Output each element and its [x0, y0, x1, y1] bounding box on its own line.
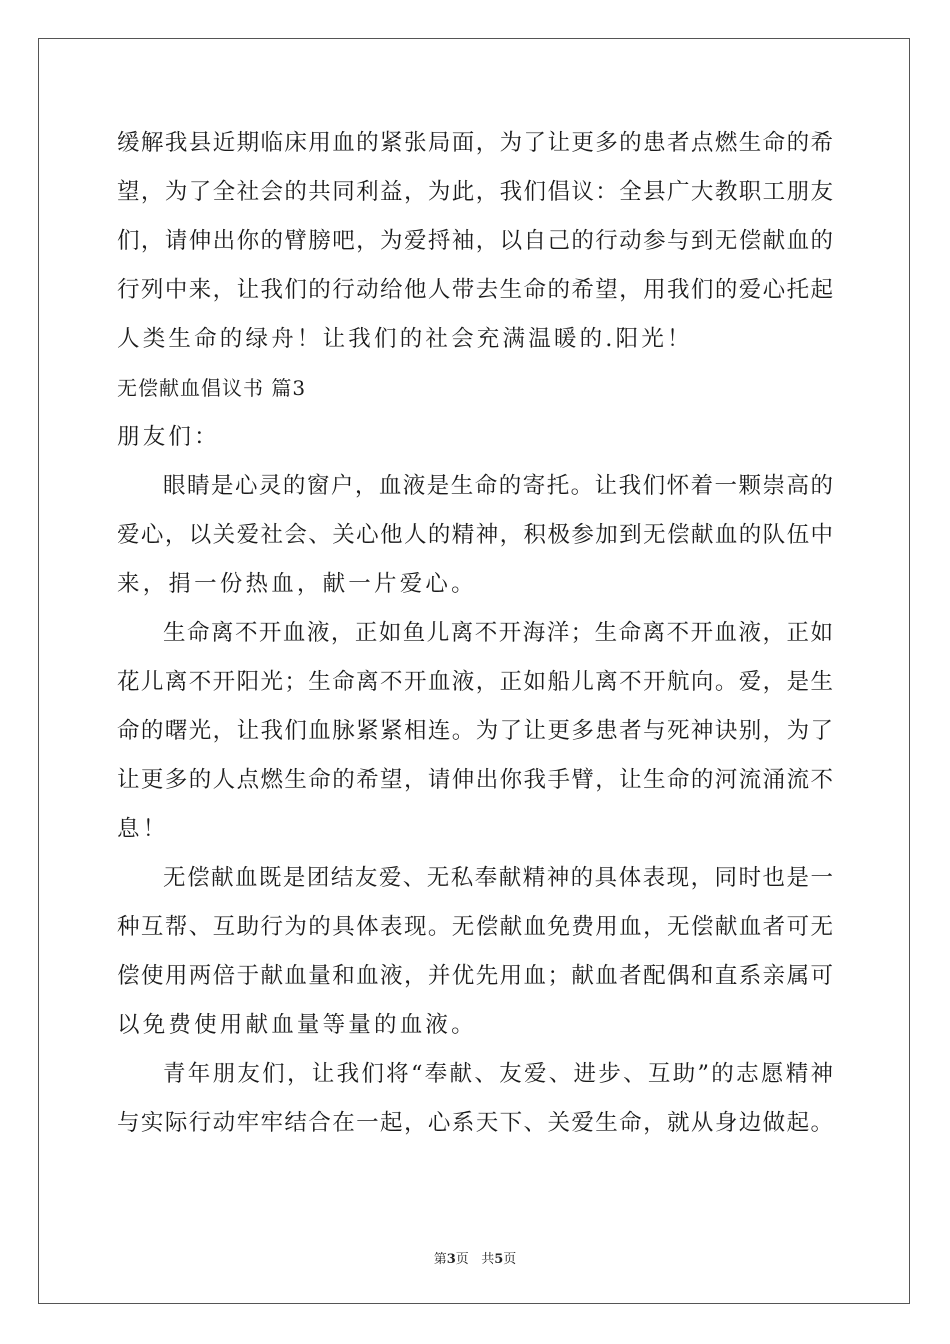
footer-page-word: 页: [455, 1252, 469, 1267]
footer-prefix: 第: [433, 1252, 447, 1267]
paragraph-line: 花儿离不开阳光；生命离不开血液，正如船儿离不开航向。爱，是生: [117, 669, 833, 695]
paragraph-line: 爱心，以关爱社会、关心他人的精神，积极参加到无偿献血的队伍中: [117, 522, 833, 548]
paragraph-line: 缓解我县近期临床用血的紧张局面，为了让更多的患者点燃生命的希: [117, 130, 833, 156]
total-pages-number: 5: [494, 1252, 504, 1267]
paragraph-line: 偿使用两倍于献血量和血液，并优先用血；献血者配偶和直系亲属可: [117, 963, 833, 989]
paragraph-line: 以免费使用献血量等量的血液。: [117, 1012, 477, 1038]
paragraph-line: 眼睛是心灵的窗户，血液是生命的寄托。让我们怀着一颗崇高的: [163, 473, 833, 499]
footer-total-prefix: 共: [481, 1252, 495, 1267]
page-footer: [0, 1248, 950, 1267]
paragraph-line: 让更多的人点燃生命的希望，请伸出你我手臂，让生命的河流涌流不: [117, 767, 833, 793]
current-page-number: 3: [446, 1252, 456, 1267]
document-body: [117, 127, 833, 1156]
salutation: 朋友们：: [117, 424, 220, 450]
paragraph-line: 种互帮、互助行为的具体表现。无偿献血免费用血，无偿献血者可无: [117, 914, 833, 940]
paragraph-line: 命的曙光，让我们血脉紧紧相连。为了让更多患者与死神诀别，为了: [117, 718, 833, 744]
paragraph-line: 们，请伸出你的臂膀吧，为爱捋袖，以自己的行动参与到无偿献血的: [117, 228, 833, 254]
paragraph-line: 行列中来，让我们的行动给他人带去生命的希望，用我们的爱心托起: [117, 277, 833, 303]
paragraph-line: 来，捐一份热血，献一片爱心。: [117, 571, 477, 597]
paragraph-line: 生命离不开血液，正如鱼儿离不开海洋；生命离不开血液，正如: [163, 620, 833, 646]
paragraph-line: 望，为了全社会的共同利益，为此，我们倡议：全县广大教职工朋友: [117, 179, 833, 205]
paragraph-line: 无偿献血既是团结友爱、无私奉献精神的具体表现，同时也是一: [163, 865, 833, 891]
paragraph-line: 息！: [117, 816, 169, 842]
paragraph-line: 人类生命的绿舟！让我们的社会充满温暖的.阳光！: [117, 326, 693, 352]
section-title: 无偿献血倡议书 篇3: [117, 376, 307, 400]
paragraph-line: 与实际行动牢牢结合在一起，心系天下、关爱生命，就从身边做起。: [117, 1110, 833, 1136]
footer-total-suffix: 页: [503, 1252, 517, 1267]
paragraph-line: 青年朋友们，让我们将“奉献、友爱、进步、互助”的志愿精神: [163, 1061, 833, 1087]
